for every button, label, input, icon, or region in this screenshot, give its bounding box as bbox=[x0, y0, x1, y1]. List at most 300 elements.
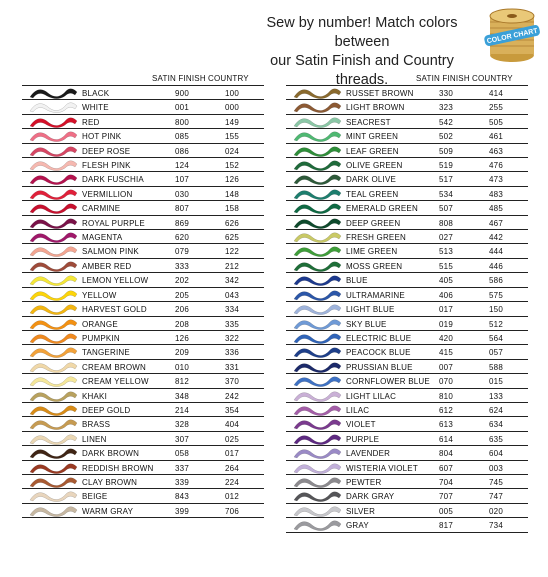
color-name: KHAKI bbox=[82, 391, 108, 401]
country-number: 133 bbox=[489, 391, 503, 401]
thread-swatch bbox=[292, 404, 342, 416]
color-name: CORNFLOWER BLUE bbox=[346, 377, 430, 387]
satin-number: 058 bbox=[175, 449, 189, 459]
country-number: 485 bbox=[489, 204, 503, 214]
country-number: 575 bbox=[489, 290, 503, 300]
thread-swatch bbox=[292, 447, 342, 459]
color-row bbox=[22, 403, 264, 417]
color-row bbox=[286, 461, 528, 475]
country-number: 635 bbox=[489, 434, 503, 444]
thread-swatch bbox=[292, 303, 342, 315]
color-name: MINT GREEN bbox=[346, 132, 399, 142]
country-number: 015 bbox=[489, 377, 503, 387]
color-name: PEWTER bbox=[346, 477, 382, 487]
color-name: DEEP GREEN bbox=[346, 218, 401, 228]
thread-swatch bbox=[292, 289, 342, 301]
thread-swatch bbox=[292, 260, 342, 272]
satin-number: 208 bbox=[175, 319, 189, 329]
country-number: 625 bbox=[225, 233, 239, 243]
satin-number: 812 bbox=[175, 377, 189, 387]
color-row bbox=[286, 360, 528, 374]
country-number: 152 bbox=[225, 161, 239, 171]
color-row bbox=[286, 259, 528, 273]
country-number: 334 bbox=[225, 305, 239, 315]
color-row bbox=[22, 86, 264, 100]
country-number: 734 bbox=[489, 521, 503, 531]
country-number: 322 bbox=[225, 333, 239, 343]
country-number: 057 bbox=[489, 348, 503, 358]
color-row bbox=[22, 345, 264, 359]
satin-number: 817 bbox=[439, 521, 453, 531]
color-name: FRESH GREEN bbox=[346, 233, 406, 243]
thread-swatch bbox=[292, 519, 342, 531]
country-number: 000 bbox=[225, 103, 239, 113]
satin-number: 019 bbox=[439, 319, 453, 329]
satin-number: 079 bbox=[175, 247, 189, 257]
color-name: WISTERIA VIOLET bbox=[346, 463, 418, 473]
thread-spool-logo bbox=[478, 2, 546, 66]
thread-swatch bbox=[28, 447, 78, 459]
color-row bbox=[22, 331, 264, 345]
color-name: GRAY bbox=[346, 521, 369, 531]
satin-number: 406 bbox=[439, 290, 453, 300]
country-number: 586 bbox=[489, 276, 503, 286]
country-header: COUNTRY bbox=[208, 74, 249, 83]
color-row bbox=[22, 432, 264, 446]
country-number: 043 bbox=[225, 290, 239, 300]
country-number: 158 bbox=[225, 204, 239, 214]
color-row bbox=[286, 374, 528, 388]
color-name: VERMILLION bbox=[82, 189, 133, 199]
satin-number: 085 bbox=[175, 132, 189, 142]
thread-swatch bbox=[292, 433, 342, 445]
country-number: 255 bbox=[489, 103, 503, 113]
color-row bbox=[22, 417, 264, 431]
satin-number: 333 bbox=[175, 261, 189, 271]
country-number: 017 bbox=[225, 449, 239, 459]
satin-number: 807 bbox=[175, 204, 189, 214]
color-row bbox=[22, 187, 264, 201]
thread-swatch bbox=[292, 375, 342, 387]
color-name: MOSS GREEN bbox=[346, 261, 403, 271]
thread-swatch bbox=[28, 433, 78, 445]
right-color-table bbox=[286, 72, 528, 533]
thread-swatch bbox=[28, 346, 78, 358]
color-name: DARK FUSCHIA bbox=[82, 175, 144, 185]
color-row bbox=[22, 158, 264, 172]
thread-swatch bbox=[28, 390, 78, 402]
color-row bbox=[22, 244, 264, 258]
color-name: HARVEST GOLD bbox=[82, 305, 147, 315]
color-row bbox=[286, 489, 528, 503]
thread-swatch bbox=[28, 505, 78, 517]
color-name: BEIGE bbox=[82, 492, 108, 502]
color-name: LINEN bbox=[82, 434, 107, 444]
color-row bbox=[286, 129, 528, 143]
color-row bbox=[286, 302, 528, 316]
country-number: 588 bbox=[489, 362, 503, 372]
thread-swatch bbox=[292, 101, 342, 113]
color-row bbox=[286, 115, 528, 129]
satin-number: 202 bbox=[175, 276, 189, 286]
country-number: 483 bbox=[489, 189, 503, 199]
color-name: RED bbox=[82, 117, 100, 127]
color-row bbox=[22, 389, 264, 403]
thread-swatch bbox=[28, 145, 78, 157]
satin-number: 502 bbox=[439, 132, 453, 142]
color-row bbox=[22, 446, 264, 460]
satin-number: 307 bbox=[175, 434, 189, 444]
color-row bbox=[22, 475, 264, 489]
satin-number: 614 bbox=[439, 434, 453, 444]
satin-number: 808 bbox=[439, 218, 453, 228]
color-name: HOT PINK bbox=[82, 132, 122, 142]
thread-swatch bbox=[292, 145, 342, 157]
color-name: LAVENDER bbox=[346, 449, 391, 459]
color-row bbox=[22, 317, 264, 331]
color-name: ROYAL PURPLE bbox=[82, 218, 145, 228]
country-number: 467 bbox=[489, 218, 503, 228]
thread-swatch bbox=[28, 245, 78, 257]
satin-number: 399 bbox=[175, 506, 189, 516]
left-color-rows bbox=[22, 85, 264, 518]
country-number: 626 bbox=[225, 218, 239, 228]
right-color-rows bbox=[286, 85, 528, 533]
satin-number: 900 bbox=[175, 89, 189, 98]
color-name: CARMINE bbox=[82, 204, 121, 214]
color-row bbox=[286, 172, 528, 186]
color-row bbox=[22, 273, 264, 287]
right-column-header bbox=[286, 72, 528, 85]
color-row bbox=[286, 158, 528, 172]
country-number: 414 bbox=[489, 89, 503, 98]
thread-swatch bbox=[292, 361, 342, 373]
satin-number: 542 bbox=[439, 117, 453, 127]
thread-swatch bbox=[28, 260, 78, 272]
color-name: DARK OLIVE bbox=[346, 175, 397, 185]
color-name: PRUSSIAN BLUE bbox=[346, 362, 413, 372]
country-header: COUNTRY bbox=[472, 74, 513, 83]
country-number: 150 bbox=[489, 305, 503, 315]
thread-swatch bbox=[28, 87, 78, 99]
thread-swatch bbox=[292, 476, 342, 488]
thread-swatch bbox=[28, 418, 78, 430]
country-number: 342 bbox=[225, 276, 239, 286]
color-row bbox=[22, 216, 264, 230]
satin-number: 205 bbox=[175, 290, 189, 300]
thread-swatch bbox=[28, 332, 78, 344]
color-name: FLESH PINK bbox=[82, 161, 131, 171]
color-row bbox=[22, 360, 264, 374]
thread-swatch bbox=[292, 231, 342, 243]
country-number: 505 bbox=[489, 117, 503, 127]
logo-text: COLOR CHART bbox=[486, 27, 539, 46]
color-row bbox=[286, 504, 528, 518]
country-number: 461 bbox=[489, 132, 503, 142]
left-color-table bbox=[22, 72, 264, 518]
thread-swatch bbox=[292, 116, 342, 128]
satin-number: 415 bbox=[439, 348, 453, 358]
thread-swatch bbox=[292, 130, 342, 142]
country-number: 020 bbox=[489, 506, 503, 516]
color-name: LEMON YELLOW bbox=[82, 276, 149, 286]
country-number: 634 bbox=[489, 420, 503, 430]
satin-number: 214 bbox=[175, 405, 189, 415]
thread-swatch bbox=[28, 159, 78, 171]
color-name: ORANGE bbox=[82, 319, 118, 329]
thread-swatch bbox=[28, 130, 78, 142]
country-number: 476 bbox=[489, 161, 503, 171]
color-row bbox=[286, 317, 528, 331]
thread-swatch bbox=[292, 245, 342, 257]
country-number: 473 bbox=[489, 175, 503, 185]
satin-number: 330 bbox=[439, 89, 453, 98]
country-number: 370 bbox=[225, 377, 239, 387]
thread-swatch bbox=[292, 159, 342, 171]
country-number: 122 bbox=[225, 247, 239, 257]
color-row bbox=[286, 144, 528, 158]
thread-swatch bbox=[28, 289, 78, 301]
color-row bbox=[22, 374, 264, 388]
color-row bbox=[286, 432, 528, 446]
color-row bbox=[286, 288, 528, 302]
color-row bbox=[22, 115, 264, 129]
satin-number: 126 bbox=[175, 333, 189, 343]
color-name: BRASS bbox=[82, 420, 111, 430]
satin-number: 519 bbox=[439, 161, 453, 171]
country-number: 335 bbox=[225, 319, 239, 329]
color-name: WHITE bbox=[82, 103, 109, 113]
color-row bbox=[286, 86, 528, 100]
country-number: 463 bbox=[489, 146, 503, 156]
color-row bbox=[22, 100, 264, 114]
color-name: CLAY BROWN bbox=[82, 477, 138, 487]
satin-number: 209 bbox=[175, 348, 189, 358]
headline-line-2: our Satin Finish and Country threads. bbox=[270, 53, 454, 88]
satin-number: 206 bbox=[175, 305, 189, 315]
thread-swatch bbox=[28, 217, 78, 229]
color-row bbox=[22, 288, 264, 302]
satin-number: 843 bbox=[175, 492, 189, 502]
thread-swatch bbox=[292, 173, 342, 185]
country-number: 264 bbox=[225, 463, 239, 473]
satin-number: 348 bbox=[175, 391, 189, 401]
thread-spool-icon bbox=[478, 2, 546, 66]
color-name: PUMPKIN bbox=[82, 333, 120, 343]
thread-swatch bbox=[292, 390, 342, 402]
thread-swatch bbox=[292, 462, 342, 474]
country-number: 442 bbox=[489, 233, 503, 243]
left-column-header bbox=[22, 72, 264, 85]
satin-number: 804 bbox=[439, 449, 453, 459]
color-row bbox=[286, 331, 528, 345]
country-number: 331 bbox=[225, 362, 239, 372]
color-row bbox=[286, 187, 528, 201]
thread-swatch bbox=[28, 101, 78, 113]
satin-number: 339 bbox=[175, 477, 189, 487]
country-number: 604 bbox=[489, 449, 503, 459]
thread-swatch bbox=[292, 346, 342, 358]
color-name: SILVER bbox=[346, 506, 376, 516]
color-row bbox=[286, 244, 528, 258]
thread-swatch bbox=[28, 274, 78, 286]
thread-swatch bbox=[28, 231, 78, 243]
thread-swatch bbox=[28, 375, 78, 387]
color-name: LIGHT BLUE bbox=[346, 305, 395, 315]
color-name: PURPLE bbox=[346, 434, 380, 444]
country-number: 212 bbox=[225, 261, 239, 271]
color-name: TEAL GREEN bbox=[346, 189, 399, 199]
satin-number: 607 bbox=[439, 463, 453, 473]
color-name: SEACREST bbox=[346, 117, 391, 127]
satin-number: 534 bbox=[439, 189, 453, 199]
color-name: OLIVE GREEN bbox=[346, 161, 403, 171]
color-name: EMERALD GREEN bbox=[346, 204, 418, 214]
satin-number: 337 bbox=[175, 463, 189, 473]
color-row bbox=[22, 302, 264, 316]
thread-swatch bbox=[28, 202, 78, 214]
color-name: LIME GREEN bbox=[346, 247, 398, 257]
satin-number: 070 bbox=[439, 377, 453, 387]
satin-number: 613 bbox=[439, 420, 453, 430]
satin-number: 517 bbox=[439, 175, 453, 185]
country-number: 512 bbox=[489, 319, 503, 329]
satin-number: 027 bbox=[439, 233, 453, 243]
satin-number: 515 bbox=[439, 261, 453, 271]
thread-swatch bbox=[28, 173, 78, 185]
color-row bbox=[286, 446, 528, 460]
satin-number: 707 bbox=[439, 492, 453, 502]
color-row bbox=[286, 475, 528, 489]
satin-number: 017 bbox=[439, 305, 453, 315]
color-name: LEAF GREEN bbox=[346, 146, 399, 156]
color-row bbox=[22, 201, 264, 215]
thread-swatch bbox=[28, 318, 78, 330]
color-row bbox=[22, 230, 264, 244]
thread-swatch bbox=[292, 217, 342, 229]
color-row bbox=[286, 389, 528, 403]
color-name: PEACOCK BLUE bbox=[346, 348, 411, 358]
satin-number: 509 bbox=[439, 146, 453, 156]
headline-line-1: Sew by number! Match colors between bbox=[266, 15, 458, 50]
country-number: 003 bbox=[489, 463, 503, 473]
thread-swatch bbox=[28, 188, 78, 200]
color-row bbox=[22, 489, 264, 503]
satin-number: 001 bbox=[175, 103, 189, 113]
country-number: 706 bbox=[225, 506, 239, 516]
color-name: CREAM BROWN bbox=[82, 362, 146, 372]
color-name: AMBER RED bbox=[82, 261, 132, 271]
color-row bbox=[22, 129, 264, 143]
color-name: BLACK bbox=[82, 89, 110, 98]
color-row bbox=[286, 216, 528, 230]
color-name: DEEP ROSE bbox=[82, 146, 131, 156]
color-row bbox=[286, 417, 528, 431]
thread-swatch bbox=[28, 361, 78, 373]
color-name: MAGENTA bbox=[82, 233, 123, 243]
satin-number: 405 bbox=[439, 276, 453, 286]
country-number: 354 bbox=[225, 405, 239, 415]
color-row bbox=[286, 273, 528, 287]
color-row bbox=[286, 518, 528, 532]
satin-number: 869 bbox=[175, 218, 189, 228]
country-number: 404 bbox=[225, 420, 239, 430]
color-name: RUSSET BROWN bbox=[346, 89, 414, 98]
country-number: 012 bbox=[225, 492, 239, 502]
color-row bbox=[22, 144, 264, 158]
satin-number: 005 bbox=[439, 506, 453, 516]
satin-number: 323 bbox=[439, 103, 453, 113]
color-row bbox=[286, 403, 528, 417]
thread-swatch bbox=[292, 418, 342, 430]
color-row bbox=[22, 461, 264, 475]
satin-finish-header: SATIN FINISH bbox=[416, 74, 470, 83]
color-name: TANGERINE bbox=[82, 348, 130, 358]
satin-number: 704 bbox=[439, 477, 453, 487]
thread-swatch bbox=[28, 404, 78, 416]
color-name: REDDISH BROWN bbox=[82, 463, 154, 473]
country-number: 444 bbox=[489, 247, 503, 257]
color-name: ULTRAMARINE bbox=[346, 290, 405, 300]
color-name: VIOLET bbox=[346, 420, 376, 430]
color-name: LIGHT BROWN bbox=[346, 103, 405, 113]
country-number: 149 bbox=[225, 117, 239, 127]
satin-number: 124 bbox=[175, 161, 189, 171]
country-number: 747 bbox=[489, 492, 503, 502]
satin-number: 107 bbox=[175, 175, 189, 185]
satin-number: 513 bbox=[439, 247, 453, 257]
thread-swatch bbox=[292, 505, 342, 517]
satin-number: 010 bbox=[175, 362, 189, 372]
satin-number: 086 bbox=[175, 146, 189, 156]
satin-number: 030 bbox=[175, 189, 189, 199]
color-name: DARK BROWN bbox=[82, 449, 140, 459]
country-number: 564 bbox=[489, 333, 503, 343]
satin-number: 328 bbox=[175, 420, 189, 430]
color-name: WARM GRAY bbox=[82, 506, 134, 516]
country-number: 624 bbox=[489, 405, 503, 415]
color-name: DEEP GOLD bbox=[82, 405, 131, 415]
satin-number: 800 bbox=[175, 117, 189, 127]
thread-swatch bbox=[292, 274, 342, 286]
thread-swatch bbox=[292, 202, 342, 214]
country-number: 024 bbox=[225, 146, 239, 156]
thread-swatch bbox=[28, 490, 78, 502]
thread-swatch bbox=[28, 476, 78, 488]
country-number: 148 bbox=[225, 189, 239, 199]
color-row bbox=[286, 345, 528, 359]
color-name: LIGHT LILAC bbox=[346, 391, 397, 401]
color-row bbox=[286, 230, 528, 244]
color-row bbox=[286, 201, 528, 215]
country-number: 242 bbox=[225, 391, 239, 401]
color-name: SKY BLUE bbox=[346, 319, 387, 329]
color-name: DARK GRAY bbox=[346, 492, 395, 502]
color-name: CREAM YELLOW bbox=[82, 377, 149, 387]
country-number: 025 bbox=[225, 434, 239, 444]
thread-swatch bbox=[292, 490, 342, 502]
color-row bbox=[22, 172, 264, 186]
satin-number: 420 bbox=[439, 333, 453, 343]
satin-number: 620 bbox=[175, 233, 189, 243]
country-number: 155 bbox=[225, 132, 239, 142]
country-number: 100 bbox=[225, 89, 239, 98]
thread-swatch bbox=[28, 303, 78, 315]
color-name: ELECTRIC BLUE bbox=[346, 333, 412, 343]
color-name: BLUE bbox=[346, 276, 368, 286]
color-name: YELLOW bbox=[82, 290, 117, 300]
thread-swatch bbox=[292, 188, 342, 200]
